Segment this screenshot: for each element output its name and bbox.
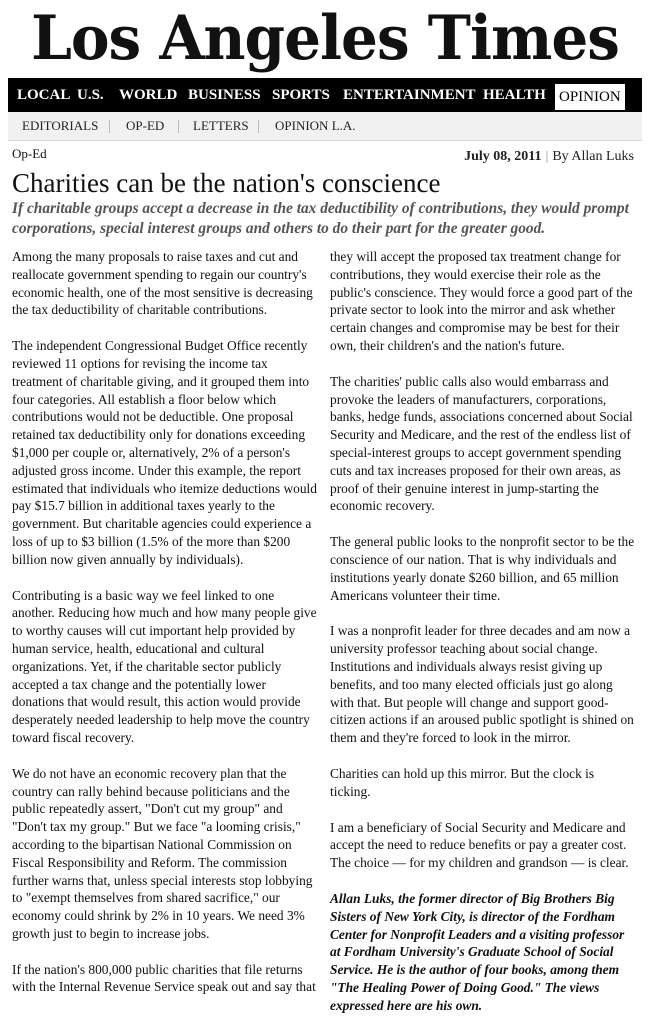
subnav-divider <box>258 120 259 133</box>
main-nav <box>8 78 642 112</box>
nav-item-opinion[interactable]: OPINION <box>555 84 625 110</box>
nav-item-entertainment[interactable]: ENTERTAINMENT <box>343 87 476 103</box>
dek-summary: If charitable groups accept a decrease in the tax deductibility of contributions, they would prompt corporations, special interest groups and others to do their part for the greater good. <box>12 200 629 237</box>
masthead-title: Los Angeles Times <box>31 2 619 74</box>
section-label[interactable]: Op-Ed <box>12 146 47 161</box>
subnav-divider <box>109 120 110 133</box>
article-paragraph: I am a beneficiary of Social Security and Medicare and accept the need to reduce benefits or pay a greater cost. The choice — for my children and grandson — is clear. <box>330 819 629 871</box>
article-column-right <box>330 248 635 1032</box>
subnav-item-editorials[interactable]: EDITORIALS <box>22 118 99 133</box>
author-bio: Allan Luks, the former director of Big Brothers Big Sisters of New York City, is director of the Fordham Center for Nonprofit Leaders and a visiting professor at Fordham University's Graduate School of Social Service. He is the author of four books, among them "The Healing Power of Doing Good." The views expressed here are his own. <box>330 890 625 1013</box>
subnav-divider <box>178 120 179 133</box>
subnav-item-opinion-la[interactable]: OPINION L.A. <box>275 118 356 133</box>
article-date: July 08, 2011 <box>464 149 542 164</box>
article-paragraph: I was a nonprofit leader for three decades and am now a university professor teaching about social change. Institutions and individuals always resist giving up benefits, and too many elected officials just go along with that. But people will change and support good-citizen actions if an aroused public spotlight is shined on them and they're forced to look in the mirror. <box>330 623 634 746</box>
headline: Charities can be the nation's conscience <box>12 168 441 198</box>
subnav-item-letters[interactable]: LETTERS <box>193 118 249 133</box>
article-paragraph: The charities' public calls also would embarrass and provoke the leaders of manufacturers, corporations, banks, hedge funds, associations concerned about Social Security and Medicare, and the rest of the endless list of special-interest groups to accept government spending cuts and tax increases proposed for their own areas, as proof of their genuine interest in jump-starting the economic recovery. <box>330 373 633 514</box>
article-paragraph: The general public looks to the nonprofit sector to be the conscience of our nation. That is why individuals and institutions yearly donate $260 billion, and 65 million Americans volunteer their time. <box>330 534 635 603</box>
nav-item-sports[interactable]: SPORTS <box>272 87 330 103</box>
subnav-item-op-ed[interactable]: OP-ED <box>126 118 165 133</box>
masthead-logo[interactable] <box>0 0 650 76</box>
article-paragraph: Among the many proposals to raise taxes and cut and reallocate government spending to regain our country's economic health, one of the most sensitive is decreasing the tax deductibility of charitable contributions. <box>12 249 313 318</box>
article-paragraph: they will accept the proposed tax treatment change for contributions, they would exercise their role as the public's conscience. They would force a good part of the private sector to look into the mirror and ask whether certain changes and compromise may be best for their own, their children's and the nation's future. <box>330 249 633 353</box>
nav-item-health[interactable]: HEALTH <box>483 87 546 103</box>
nav-item-us[interactable]: U.S. <box>77 87 104 103</box>
sub-nav <box>8 112 642 141</box>
nav-item-world[interactable]: WORLD <box>119 87 178 103</box>
nav-item-business[interactable]: BUSINESS <box>188 87 261 103</box>
byline[interactable]: By Allan Luks <box>552 149 634 164</box>
article-paragraph: The independent Congressional Budget Office recently reviewed 11 options for revising the income tax treatment of charitable giving, and it grouped them into four categories. All establish a floor below which contributions would not be deductible. One proposal retained tax deductibility only for donations exceeding $1,000 per couple or, alternatively, 2% of a person's adjusted gross income. Under this example, the report estimated that individuals who itemize deductions would pay $15.7 billion in additional taxes yearly to the government. But charitable agencies could experience a loss of up to $3 billion (1.5% of the more than $200 billion now given annually by individuals). <box>12 338 317 567</box>
dateline-divider: | <box>545 149 549 164</box>
article-paragraph: Contributing is a basic way we feel linked to one another. Reducing how much and how many people give to worthy causes will cut important help provided by human service, health, educational and cultural organizations. Yet, if the charitable sector publicly accepted a tax change and the potentially lower donations that would result, this action would provide desperately needed leadership to help move the country toward fiscal recovery. <box>12 587 317 745</box>
dateline <box>464 149 634 165</box>
article-paragraph: We do not have an economic recovery plan that the country can rally behind because politicians and the public repeatedly assert, "Don't cut my group" and "Don't tax my group." But we face "a looming crisis," according to the bipartisan National Commission on Fiscal Responsibility and Reform. The commission further warns that, unless special interests stop lobbying to "exempt themselves from shared sacrifice," our economy could shrink by 2% in 10 years. We need 3% growth just to begin to increase jobs. <box>12 765 313 941</box>
article-column-left <box>12 248 318 1014</box>
article-paragraph: Charities can hold up this mirror. But the clock is ticking. <box>330 765 595 799</box>
nav-item-local[interactable]: LOCAL <box>17 87 71 103</box>
article-paragraph: If the nation's 800,000 public charities that file returns with the Internal Revenue Service speak out and say that <box>12 961 316 995</box>
